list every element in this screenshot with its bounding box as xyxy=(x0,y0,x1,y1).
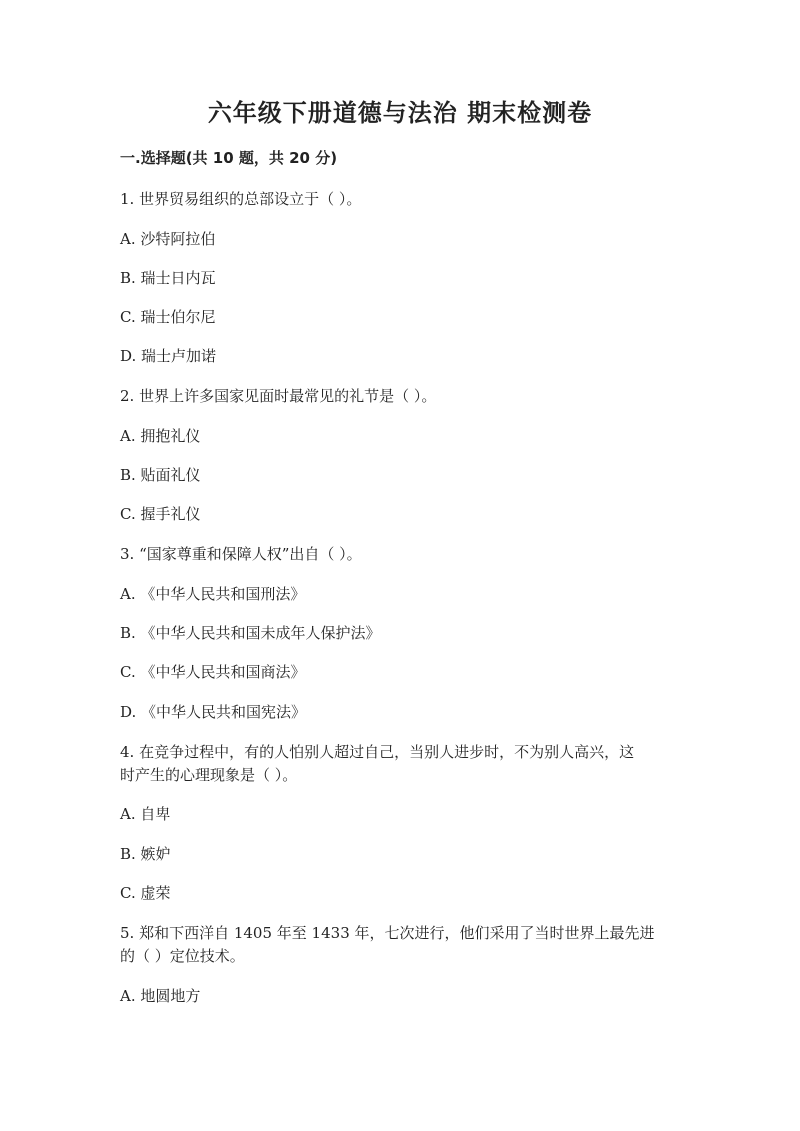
question-5-option-a: A. 地圆地方 xyxy=(120,987,201,1005)
question-2-option-a: A. 拥抱礼仪 xyxy=(120,427,201,445)
question-4-option-a: A. 自卑 xyxy=(120,805,171,823)
question-3-option-b: B. 《中华人民共和国未成年人保护法》 xyxy=(120,624,381,642)
question-1-option-b: B. 瑞士日内瓦 xyxy=(120,269,216,287)
question-4-stem-line-2: 时产生的心理现象是（ ）。 xyxy=(120,766,298,784)
question-1-stem: 1. 世界贸易组织的总部设立于（ ）。 xyxy=(120,190,362,208)
question-1-option-d: D. 瑞士卢加诺 xyxy=(120,347,217,365)
question-3-option-a: A. 《中华人民共和国刑法》 xyxy=(120,585,306,603)
question-2-option-c: C. 握手礼仪 xyxy=(120,505,201,523)
question-4-option-c: C. 虚荣 xyxy=(120,884,171,902)
question-4-stem-line-1: 4. 在竞争过程中，有的人怕别人超过自己，当别人进步时，不为别人高兴，这 xyxy=(120,743,635,761)
question-2-option-b: B. 贴面礼仪 xyxy=(120,466,201,484)
question-3-option-c: C. 《中华人民共和国商法》 xyxy=(120,663,306,681)
section-heading: 一.选择题(共 10 题，共 20 分) xyxy=(120,149,338,167)
question-1-option-a: A. 沙特阿拉伯 xyxy=(120,230,216,248)
question-3-stem: 3. “国家尊重和保障人权”出自（ ）。 xyxy=(120,545,362,563)
question-2-stem: 2. 世界上许多国家见面时最常见的礼节是（ ）。 xyxy=(120,387,437,405)
question-4-option-b: B. 嫉妒 xyxy=(120,845,171,863)
question-3-option-d: D. 《中华人民共和国宪法》 xyxy=(120,703,307,721)
question-5-stem-line-2: 的（ ）定位技术。 xyxy=(120,947,245,965)
question-5-stem-line-1: 5. 郑和下西洋自 1405 年至 1433 年，七次进行，他们采用了当时世界上最先进 xyxy=(120,924,655,942)
exam-title: 六年级下册道德与法治 期末检测卷 xyxy=(207,99,593,127)
question-1-option-c: C. 瑞士伯尔尼 xyxy=(120,308,216,326)
